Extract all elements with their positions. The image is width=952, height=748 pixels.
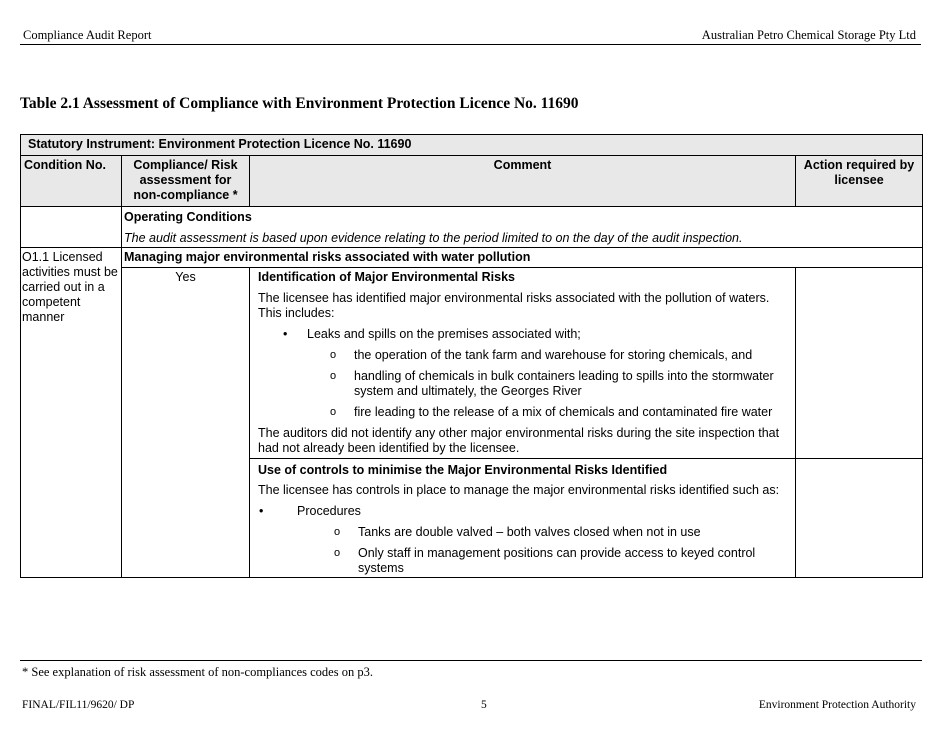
column-header-compliance: Compliance/ Risk assessment for non-compliance *: [122, 156, 250, 207]
footer-authority: Environment Protection Authority: [758, 699, 916, 711]
instrument-cell: Statutory Instrument: Environment Protection Licence No. 11690: [21, 135, 923, 156]
footnote-divider: [20, 660, 922, 661]
bullet-icon: •: [259, 504, 264, 518]
identification-comment-cell: [250, 268, 796, 459]
header-company-name: Australian Petro Chemical Storage Pty Ltd: [701, 28, 916, 42]
controls-sub-bullet: [250, 525, 795, 540]
bullet-icon: •: [283, 327, 288, 341]
identification-row: [21, 268, 923, 459]
controls-sub-bullet: [250, 546, 795, 576]
column-header-condition: Condition No.: [21, 156, 122, 207]
compliance-status-cell: Yes: [122, 268, 250, 578]
identification-bullet: [250, 327, 795, 342]
identification-sub-bullet-text: handling of chemicals in bulk containers leading to spills into the stormwater system and ultimately, the Georges River: [354, 369, 774, 398]
operating-condition-no-cell: [21, 207, 122, 248]
identification-action-cell: [796, 268, 923, 459]
section-heading-cell: Managing major environmental risks associated with water pollution: [122, 248, 923, 268]
operating-conditions-heading: Operating Conditions: [124, 210, 252, 224]
sub-bullet-icon: o: [334, 526, 341, 538]
column-header-action: Action required by licensee: [796, 156, 923, 207]
identification-intro: The licensee has identified major environmental risks associated with the pollution of waters. This includes:: [258, 291, 770, 320]
controls-heading: Use of controls to minimise the Major Environmental Risks Identified: [258, 463, 668, 477]
footer-document-code: FINAL/FIL11/9620/ DP: [22, 699, 135, 711]
controls-sub-bullet-text: Only staff in management positions can provide access to keyed control systems: [358, 546, 756, 575]
identification-bullet-text: Leaks and spills on the premises associated with;: [307, 327, 581, 341]
table-title: Table 2.1 Assessment of Compliance with Environment Protection Licence No. 11690: [20, 95, 579, 112]
identification-sub-bullet-text: fire leading to the release of a mix of chemicals and contaminated fire water: [354, 405, 773, 419]
identification-sub-bullet: [250, 348, 795, 363]
instrument-row: [21, 135, 923, 156]
controls-comment-cell: [250, 459, 796, 578]
controls-intro: The licensee has controls in place to manage the major environmental risks identified such as:: [258, 483, 780, 497]
footnote: * See explanation of risk assessment of non-compliances codes on p3.: [22, 665, 373, 679]
section-heading-row: [21, 248, 923, 268]
identification-sub-bullet-text: the operation of the tank farm and warehouse for storing chemicals, and: [354, 348, 753, 362]
sub-bullet-icon: o: [330, 406, 337, 418]
sub-bullet-icon: o: [330, 370, 337, 382]
identification-conclusion: The auditors did not identify any other major environmental risks during the site inspection that had not already been identified by the licensee.: [258, 426, 780, 455]
controls-sub-bullet-text: Tanks are double valved – both valves closed when not in use: [358, 525, 701, 539]
sub-bullet-icon: o: [330, 349, 337, 361]
identification-sub-bullet: [250, 369, 795, 399]
controls-bullet: [250, 504, 795, 519]
header-report-title: Compliance Audit Report: [23, 28, 152, 42]
footer-page-number: 5: [481, 699, 487, 711]
sub-bullet-icon: o: [334, 547, 341, 559]
page-header: [20, 27, 921, 45]
column-header-comment: Comment: [250, 156, 796, 207]
operating-conditions-note: The audit assessment is based upon evidence relating to the period limited to on the day of the audit inspection.: [124, 231, 743, 245]
compliance-table: [20, 134, 923, 578]
controls-action-cell: [796, 459, 923, 578]
operating-conditions-cell: [122, 207, 923, 248]
controls-bullet-text: Procedures: [297, 504, 361, 518]
operating-conditions-row: [21, 207, 923, 248]
column-header-row: [21, 156, 923, 207]
condition-number-cell: O1.1 Licensed activities must be carried out in a competent manner: [21, 248, 122, 578]
identification-sub-bullet: [250, 405, 795, 420]
identification-heading: Identification of Major Environmental Risks: [258, 270, 515, 284]
